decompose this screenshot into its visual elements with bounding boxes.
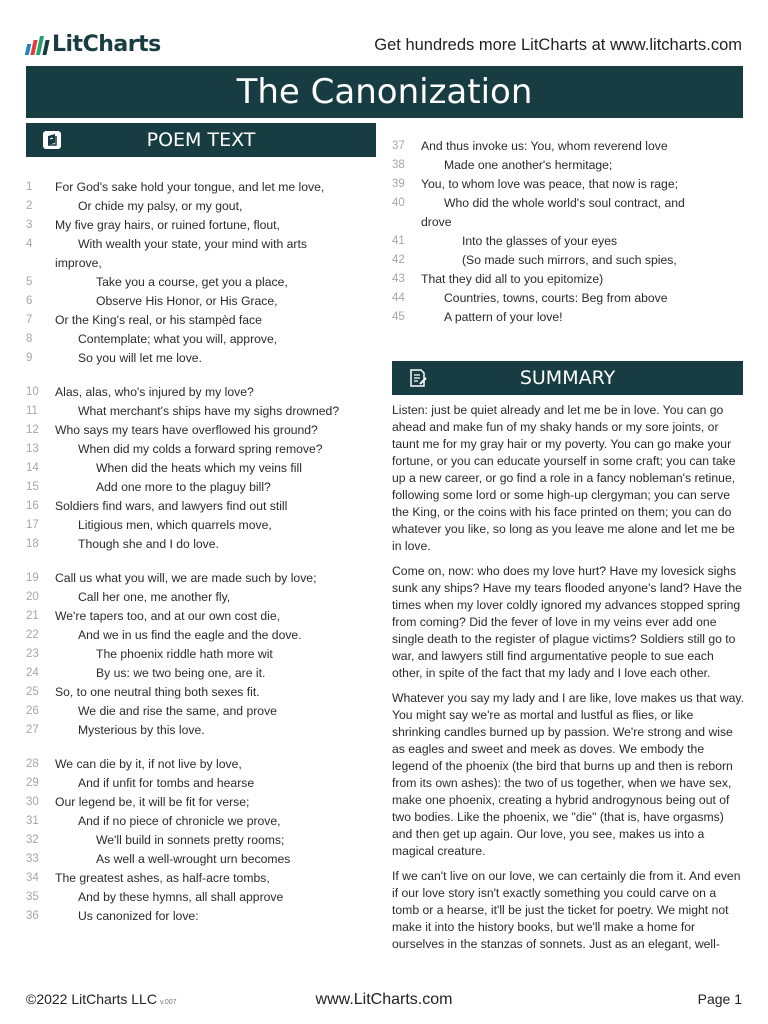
line-text: We die and rise the same, and prove: [78, 704, 277, 718]
line-number: 32: [26, 834, 39, 846]
litcharts-logo[interactable]: [26, 32, 161, 57]
line-text: And by these hymns, all shall approve: [78, 890, 284, 904]
line-text: My five gray hairs, or ruined fortune, flout,: [55, 218, 280, 232]
line-text: A pattern of your love!: [444, 310, 563, 324]
summary-paragraph: Whatever you say my lady and I are like, love makes us that way. You might say we're as mortal and lustful as flies, or like shrinking candles burned up by passion. We're strong and wise as eagles and sweet and meek as doves. We embody the legend of the phoenix (the bird that burns up and then is reborn from its own ashes): the two of us together, when we have sex, make one phoenix, creating a hybrid androgynous being out of two bodies. Like the phoenix, we "die" (that is, have orgasms) and then get up again. Our love, you see, makes us into a magical creature.: [392, 691, 745, 858]
poem-left-column: [26, 178, 376, 926]
poem-line: [26, 888, 376, 907]
poem-line: [392, 194, 743, 213]
summary-heading: SUMMARY: [519, 367, 616, 389]
line-text: Add one more to the plaguy bill?: [96, 480, 271, 494]
page-footer: [26, 991, 742, 1011]
line-number: 31: [26, 815, 39, 827]
line-number: 43: [392, 273, 405, 285]
poem-line: [392, 175, 743, 194]
line-text: What merchant's ships have my sighs drowned?: [78, 404, 340, 418]
poem-line: [26, 535, 376, 554]
line-text: And thus invoke us: You, whom reverend love: [421, 139, 668, 153]
line-number: 18: [26, 538, 39, 550]
poem-line: [26, 383, 376, 402]
line-number: 14: [26, 462, 39, 474]
line-text: Call her one, me another fly,: [78, 590, 231, 604]
line-text: Us canonized for love:: [78, 909, 199, 923]
line-number: 28: [26, 758, 39, 770]
poem-line: [392, 213, 743, 232]
poem-line: [26, 478, 376, 497]
copyright-text: ©2022 LitCharts LLC: [26, 991, 157, 1007]
poem-line: [26, 626, 376, 645]
line-number: 3: [26, 219, 33, 231]
line-number: 16: [26, 500, 39, 512]
poem-line: [392, 289, 743, 308]
line-number: 8: [26, 333, 33, 345]
line-text: And if no piece of chronicle we prove,: [78, 814, 281, 828]
poem-line: [392, 137, 743, 156]
line-number: 27: [26, 724, 39, 736]
line-number: 10: [26, 386, 39, 398]
line-number: 12: [26, 424, 39, 436]
poem-line: [26, 235, 376, 254]
poem-line: [26, 569, 376, 588]
line-number: 9: [26, 352, 33, 364]
line-number: 4: [26, 238, 33, 250]
line-text: improve,: [55, 256, 102, 270]
line-text: Call us what you will, we are made such by love;: [55, 571, 317, 585]
line-text: When did the heats which my veins fill: [96, 461, 302, 475]
line-number: 34: [26, 872, 39, 884]
line-number: 6: [26, 295, 33, 307]
line-number: 7: [26, 314, 33, 326]
line-text: We'll build in sonnets pretty rooms;: [96, 833, 285, 847]
poem-text-heading: POEM TEXT: [146, 129, 256, 151]
line-text: As well a well-wrought urn becomes: [96, 852, 291, 866]
poem-line: [26, 812, 376, 831]
poem-line: [26, 516, 376, 535]
line-text: Or the King's real, or his stampèd face: [55, 313, 262, 327]
line-number: 36: [26, 910, 39, 922]
line-number: 19: [26, 572, 39, 584]
line-number: [392, 214, 421, 232]
poem-line: [26, 402, 376, 421]
line-text: Though she and I do love.: [78, 537, 219, 551]
line-number: 45: [392, 311, 405, 323]
poem-line: [26, 907, 376, 926]
line-text: Alas, alas, who's injured by my love?: [55, 385, 254, 399]
poem-line: [26, 216, 376, 235]
poem-line: [26, 607, 376, 626]
poem-right-column: [392, 137, 743, 327]
poem-line: [26, 850, 376, 869]
line-text: The greatest ashes, as half-acre tombs,: [55, 871, 270, 885]
line-text: By us: we two being one, are it.: [96, 666, 266, 680]
poem-line: [26, 178, 376, 197]
poem-line: [392, 232, 743, 251]
poem-line: [26, 869, 376, 888]
summary-text: [392, 402, 744, 961]
poem-line: [26, 497, 376, 516]
line-number: 1: [26, 181, 33, 193]
summary-heading-bar: [392, 361, 743, 395]
line-text: Or chide my palsy, or my gout,: [78, 199, 243, 213]
poem-line: [26, 421, 376, 440]
poem-line: [26, 588, 376, 607]
line-number: 2: [26, 200, 33, 212]
line-text: We can die by it, if not live by love,: [55, 757, 242, 771]
poem-line: [26, 774, 376, 793]
poem-line: [392, 270, 743, 289]
poem-line: [26, 702, 376, 721]
line-text: So you will let me love.: [78, 351, 202, 365]
poem-line: [26, 273, 376, 292]
summary-paragraph: If we can't live on our love, we can certainly die from it. And even if our love story isn't exactly something you could carve on a tomb or a hearse, it'll be just the ticket for poetry. We might not make it into the history books, but we'll make a home for ourselves in the stanzas of sonnets. Just as an elegant, well-: [392, 869, 741, 951]
line-number: 26: [26, 705, 39, 717]
poem-line: [26, 349, 376, 368]
line-number: 23: [26, 648, 39, 660]
line-text: And if unfit for tombs and hearse: [78, 776, 255, 790]
line-text: Take you a course, get you a place,: [96, 275, 288, 289]
line-text: Our legend be, it will be fit for verse;: [55, 795, 250, 809]
line-number: 21: [26, 610, 39, 622]
poem-line: [26, 440, 376, 459]
logo-bars-icon: [26, 35, 48, 55]
summary-paragraph: Come on, now: who does my love hurt? Have my lovesick sighs sunk any ships? Have my tears flooded anyone's land? Have the times when my lover coldly ignored my advances stopped spring from coming? Did the fever of love in my veins ever add one single death to the register of plague victims? Soldiers still go to war, and lawyers still find argumentative people to sue each other, in spite of the fact that my lady and I love each other.: [392, 564, 742, 680]
line-number: 25: [26, 686, 39, 698]
page-number: Page 1: [697, 991, 742, 1007]
line-number: 41: [392, 235, 405, 247]
line-number: 38: [392, 159, 405, 171]
line-text: That they did all to you epitomize): [421, 272, 604, 286]
line-number: 15: [26, 481, 39, 493]
line-text: (So made such mirrors, and such spies,: [462, 253, 677, 267]
line-text: Litigious men, which quarrels move,: [78, 518, 272, 532]
stanza-gap: [26, 740, 376, 755]
poem-line: [392, 251, 743, 270]
poem-line: [26, 664, 376, 683]
line-number: 5: [26, 276, 33, 288]
line-text: Observe His Honor, or His Grace,: [96, 294, 278, 308]
poem-line: [392, 308, 743, 327]
poem-text-heading-bar: [26, 123, 376, 157]
site-link[interactable]: www.LitCharts.com: [315, 991, 453, 1008]
poem-line: [26, 311, 376, 330]
line-text: Into the glasses of your eyes: [462, 234, 618, 248]
poem-line: [26, 292, 376, 311]
logo-text: LitCharts: [52, 32, 161, 57]
poem-line: [26, 459, 376, 478]
line-text: The phoenix riddle hath more wit: [96, 647, 273, 661]
line-text: Who says my tears have overflowed his ground?: [55, 423, 318, 437]
line-text: Who did the whole world's soul contract, and: [444, 196, 685, 210]
poem-line: [392, 156, 743, 175]
line-number: 37: [392, 140, 405, 152]
line-text: Countries, towns, courts: Beg from above: [444, 291, 668, 305]
line-text: With wealth your state, your mind with arts: [78, 237, 307, 251]
line-number: 11: [26, 405, 38, 417]
line-text: You, to whom love was peace, that now is rage;: [421, 177, 678, 191]
line-number: 22: [26, 629, 39, 641]
line-number: 42: [392, 254, 405, 266]
summary-paragraph: Listen: just be quiet already and let me be in love. You can go ahead and make fun of my shaky hands or my sore joints, or taunt me for my gray hair or my poverty. You can go make your fortune, or you can educate yourself in some craft; you can take up a new career, or go find a role in a fancy nobleman's retinue, following some lord or some high-up clergyman; you can serve the King, or the coins with his face printed on them; you can do whatever you like, so long as you leave me alone and let me be in love.: [392, 403, 736, 553]
line-number: 44: [392, 292, 405, 304]
poem-line: [26, 793, 376, 812]
line-text: Contemplate; what you will, approve,: [78, 332, 278, 346]
line-number: 33: [26, 853, 39, 865]
stanza-gap: [26, 554, 376, 569]
poem-line: [26, 197, 376, 216]
line-number: [26, 255, 55, 273]
line-text: drove: [421, 215, 452, 229]
stanza-gap: [26, 368, 376, 383]
promo-text: Get hundreds more LitCharts at www.litcharts.com: [374, 36, 742, 54]
line-number: 24: [26, 667, 39, 679]
line-number: 20: [26, 591, 39, 603]
poem-line: [26, 683, 376, 702]
line-number: 40: [392, 197, 405, 209]
line-number: 35: [26, 891, 39, 903]
line-text: Mysterious by this love.: [78, 723, 205, 737]
line-text: Soldiers find wars, and lawyers find out still: [55, 499, 288, 513]
line-number: 13: [26, 443, 39, 455]
line-text: So, to one neutral thing both sexes fit.: [55, 685, 260, 699]
poem-line: [26, 645, 376, 664]
line-number: 17: [26, 519, 39, 531]
line-number: 30: [26, 796, 39, 808]
poem-line: [26, 254, 376, 273]
poem-line: [26, 755, 376, 774]
version-label: v.007: [159, 999, 177, 1006]
poem-line: [26, 330, 376, 349]
line-text: When did my colds a forward spring remove?: [78, 442, 323, 456]
line-number: 39: [392, 178, 405, 190]
poem-line: [26, 831, 376, 850]
line-text: Made one another's hermitage;: [444, 158, 613, 172]
poem-line: [26, 721, 376, 740]
line-text: We're tapers too, and at our own cost die,: [55, 609, 280, 623]
page-title: The Canonization: [26, 66, 743, 118]
line-text: And we in us find the eagle and the dove.: [78, 628, 302, 642]
line-text: For God's sake hold your tongue, and let me love,: [55, 180, 325, 194]
page-header: [26, 32, 742, 62]
line-number: 29: [26, 777, 39, 789]
